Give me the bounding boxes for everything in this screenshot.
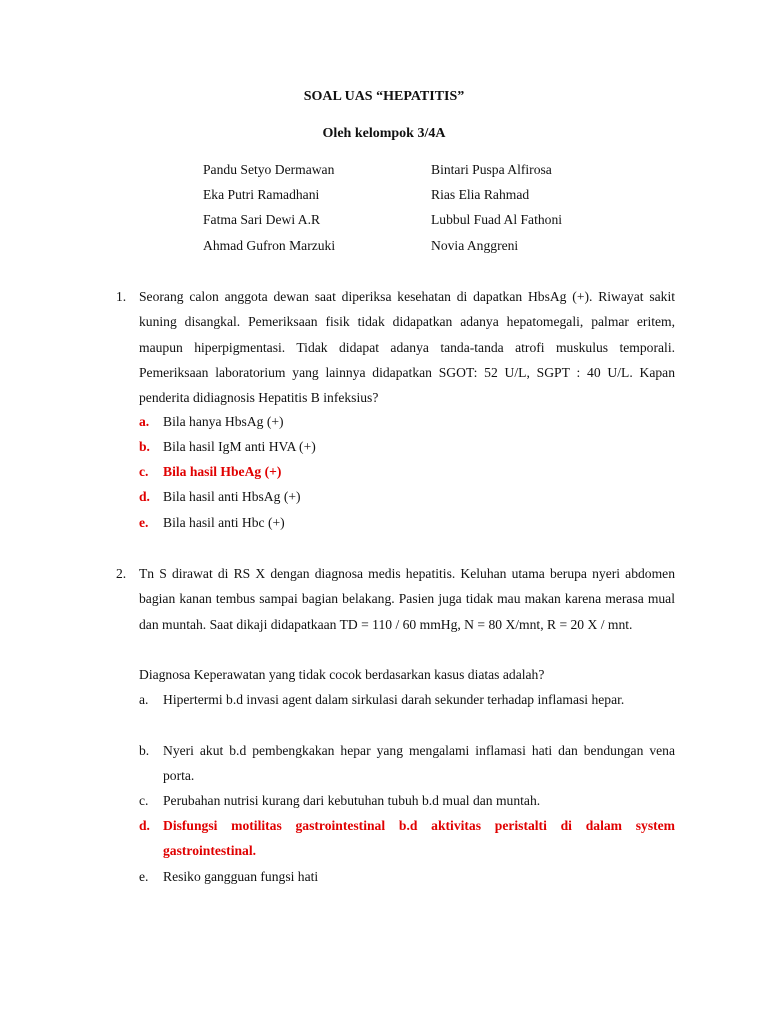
member-name: Lubbul Fuad Al Fathoni	[431, 212, 563, 227]
member-name: Fatma Sari Dewi A.R	[203, 212, 321, 227]
option-letter: d.	[139, 489, 150, 504]
option-text-correct: Disfungsi motilitas gastrointestinal b.d aktivitas peristalti di dalam system gastrointestinal.	[163, 818, 675, 859]
question-text: Tn S dirawat di RS X dengan diagnosa medis hepatitis. Keluhan utama berupa nyeri abdomen bagian kanan tembus sampai bagian belakang. Pasien juga tidak mau makan karena merasa mual dan muntah. Saat dikaji didapatkaan TD = 110 / 60 mmHg, N = 80 X/mnt, R = 20 X / mnt.	[139, 566, 675, 632]
question-text: Seorang calon anggota dewan saat diperiksa kesehatan di dapatkan HbsAg (+). Riwayat sakit kuning disangkal. Pemeriksaan fisik tidak didapatkan adanya hepatomegali, palmar eritem, maupun hiperpigmentasi. Tidak didapat adanya tanda-tanda atrofi muskulus temporali. Pemeriksaan laboratorium yang lainnya didapatkan SGOT: 52 U/L, SGPT : 40 U/L. Kapan penderita didiagnosis Hepatitis B infeksius?	[139, 289, 675, 406]
option-letter: e.	[139, 515, 149, 530]
option-text: Bila hasil anti HbsAg (+)	[163, 489, 301, 504]
member-name: Rias Elia Rahmad	[431, 187, 530, 202]
option-text-correct: Bila hasil HbeAg (+)	[163, 464, 282, 479]
option-text: Resiko gangguan fungsi hati	[163, 869, 319, 884]
document-title: SOAL UAS “HEPATITIS”	[303, 89, 465, 104]
option-letter: b.	[139, 743, 150, 758]
option-letter: c.	[139, 464, 149, 479]
option-letter: c.	[139, 793, 149, 808]
member-name: Eka Putri Ramadhani	[203, 187, 320, 202]
option-text: Bila hanya HbsAg (+)	[163, 414, 284, 429]
option-letter: a.	[139, 692, 149, 707]
member-name: Pandu Setyo Dermawan	[203, 162, 335, 177]
option-text: Bila hasil IgM anti HVA (+)	[163, 439, 316, 454]
question-number: 2.	[116, 566, 127, 581]
member-name: Bintari Puspa Alfirosa	[431, 162, 552, 177]
option-letter: a.	[139, 414, 150, 429]
option-letter: e.	[139, 869, 149, 884]
option-text: Bila hasil anti Hbc (+)	[163, 515, 285, 530]
option-text: Nyeri akut b.d pembengkakan hepar yang mengalami inflamasi hati dan bendungan vena porta.	[163, 743, 675, 784]
member-name: Novia Anggreni	[431, 238, 519, 253]
option-text: Hipertermi b.d invasi agent dalam sirkulasi darah sekunder terhadap inflamasi hepar.	[163, 692, 625, 707]
option-letter: d.	[139, 818, 150, 833]
question-number: 1.	[116, 289, 127, 304]
question-prompt: Diagnosa Keperawatan yang tidak cocok berdasarkan kasus diatas adalah?	[139, 667, 545, 682]
option-text: Perubahan nutrisi kurang dari kebutuhan tubuh b.d mual dan muntah.	[163, 793, 541, 808]
option-letter: b.	[139, 439, 150, 454]
document-subtitle: Oleh kelompok 3/4A	[322, 126, 446, 141]
member-name: Ahmad Gufron Marzuki	[203, 238, 336, 253]
